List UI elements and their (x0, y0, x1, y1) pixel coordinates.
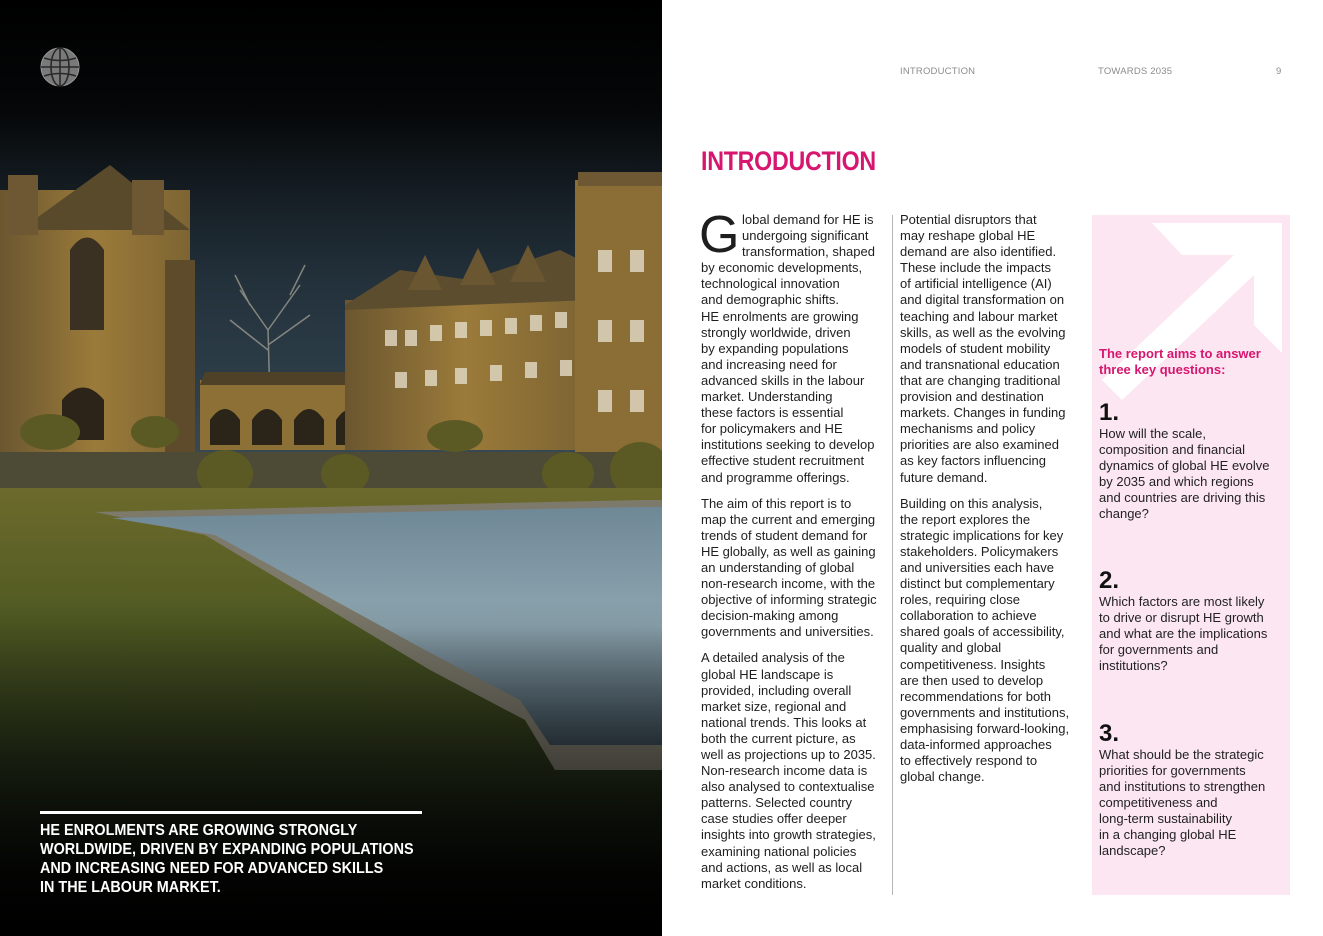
text-line: demand are also identified. (900, 244, 1057, 260)
caption-line: IN THE LABOUR MARKET. (40, 879, 221, 896)
text-line: of artificial intelligence (AI) (900, 276, 1052, 292)
text-line: and universities each have (900, 559, 1054, 575)
questions-intro-line: The report aims to answer (1099, 346, 1261, 361)
text-line: HE enrolments are growing (701, 308, 859, 324)
text-line: and actions, as well as local (701, 859, 863, 875)
question-line: to drive or disrupt HE growth (1099, 610, 1264, 625)
text-line: case studies offer deeper (701, 811, 847, 827)
question-line: dynamics of global HE evolve (1099, 458, 1270, 473)
caption-rule (40, 811, 422, 814)
questions-intro (1099, 346, 1261, 378)
text-line: market conditions. (701, 875, 807, 891)
text-line: strongly worldwide, driven (701, 324, 851, 340)
text-line: recommendations for both (900, 688, 1052, 704)
text-line: examining national policies (701, 843, 857, 859)
text-line: provided, including overall (701, 682, 852, 698)
paragraph (701, 496, 887, 641)
text-line: advanced skills in the labour (701, 372, 865, 388)
drop-cap: G (699, 206, 740, 264)
text-line: teaching and labour market (900, 308, 1058, 324)
text-line: Potential disruptors that (900, 212, 1037, 227)
text-line: and transnational education (900, 356, 1060, 372)
text-line: insights into growth strategies, (701, 827, 876, 843)
text-line: by economic developments, (701, 260, 863, 276)
text-line: and digital transformation on (900, 292, 1065, 308)
text-line: lobal demand for HE is (742, 212, 874, 227)
text-line: strategic implications for key (900, 527, 1064, 543)
text-line: Non-research income data is (701, 763, 868, 779)
question-number: 1. (1099, 399, 1120, 426)
text-line: trends of student demand for (701, 527, 868, 543)
paragraph (900, 496, 1086, 786)
text-line: future demand. (900, 469, 988, 485)
text-line: and programme offerings. (701, 469, 850, 485)
text-line: global HE landscape is (701, 666, 834, 682)
text-line: the report explores the (900, 511, 1031, 527)
text-line: to effectively respond to (900, 753, 1038, 769)
question-line: by 2035 and which regions (1099, 474, 1254, 489)
caption-line: HE ENROLMENTS ARE GROWING STRONGLY (40, 822, 358, 839)
question-number: 2. (1099, 567, 1120, 594)
photo-caption (40, 821, 414, 897)
question-line: and what are the implications (1099, 626, 1268, 641)
question-number: 3. (1099, 720, 1120, 747)
text-line: institutions seeking to develop (701, 437, 875, 453)
text-line: data-informed approaches (900, 737, 1052, 752)
text-line: emphasising forward-looking, (900, 720, 1070, 736)
text-line: The aim of this report is to (701, 495, 852, 511)
question-line: and institutions to strengthen (1099, 779, 1266, 794)
question-line: for governments and (1099, 642, 1219, 657)
question-line: What should be the strategic (1099, 747, 1264, 762)
paragraph (900, 212, 1086, 486)
text-column-2 (900, 212, 1086, 795)
text-line: both the current picture, as (701, 730, 856, 746)
text-line: for policymakers and HE (701, 421, 843, 437)
text-line: well as projections up to 2035. (701, 747, 876, 762)
text-line: shared goals of accessibility, (900, 624, 1065, 640)
page-number: 9 (1276, 66, 1282, 77)
text-column-1 (701, 212, 887, 902)
text-line: roles, requiring close (900, 592, 1020, 608)
text-line: quality and global (900, 640, 1002, 656)
question-line: composition and financial (1099, 442, 1245, 457)
text-line: are then used to develop (900, 672, 1044, 688)
question-line: in a changing global HE (1099, 827, 1237, 842)
text-line: and demographic shifts. (701, 292, 840, 308)
caption-line: AND INCREASING NEED FOR ADVANCED SKILLS (40, 860, 384, 877)
text-line: HE globally, as well as gaining (701, 543, 876, 559)
text-line: map the current and emerging (701, 511, 876, 527)
text-line: skills, as well as the evolving (900, 324, 1066, 340)
text-line: as key factors influencing (900, 453, 1046, 469)
text-line: stakeholders. Policymakers (900, 543, 1059, 559)
text-line: market. Understanding (701, 389, 833, 405)
text-line: by expanding populations (701, 340, 849, 356)
question-line: priorities for governments (1099, 763, 1246, 778)
text-line: global change. (900, 769, 985, 785)
text-line: mechanisms and policy (900, 421, 1036, 437)
text-line: collaboration to achieve (900, 608, 1037, 624)
text-line: markets. Changes in funding (900, 405, 1066, 421)
question-text (1099, 747, 1265, 859)
text-line: provision and destination (900, 389, 1044, 405)
question-line: change? (1099, 506, 1149, 521)
question-text (1099, 426, 1270, 522)
questions-intro-line: three key questions: (1099, 362, 1226, 377)
page-title: INTRODUCTION (701, 146, 876, 176)
text-line: patterns. Selected country (701, 795, 853, 811)
text-line: governments and institutions, (900, 704, 1070, 720)
text-line: undergoing significant (742, 228, 869, 244)
running-header-section: INTRODUCTION (900, 66, 976, 77)
text-line: an understanding of global (701, 559, 855, 575)
text-line: technological innovation (701, 276, 840, 292)
text-line: these factors is essential (701, 405, 844, 421)
text-line: objective of informing strategic (701, 592, 877, 608)
column-divider (892, 215, 893, 895)
question-line: institutions? (1099, 658, 1168, 673)
paragraph (701, 212, 887, 486)
text-line: effective student recruitment (701, 453, 865, 469)
text-line: A detailed analysis of the (701, 650, 845, 666)
question-line: and countries are driving this (1099, 490, 1266, 505)
text-line: priorities are also examined (900, 437, 1059, 453)
text-line: also analysed to contextualise (701, 779, 875, 795)
text-line: may reshape global HE (900, 228, 1036, 244)
text-line: models of student mobility (900, 340, 1051, 356)
text-line: distinct but complementary (900, 576, 1055, 592)
text-line: that are changing traditional (900, 372, 1061, 388)
paragraph (701, 650, 887, 891)
text-line: and increasing need for (701, 356, 837, 372)
text-line: market size, regional and (701, 698, 847, 714)
text-line: decision-making among (701, 608, 839, 624)
caption-line: WORLDWIDE, DRIVEN BY EXPANDING POPULATIONS (40, 841, 414, 858)
question-line: Which factors are most likely (1099, 594, 1265, 609)
text-line: competitiveness. Insights (900, 656, 1046, 672)
text-line: national trends. This looks at (701, 714, 867, 730)
text-line: non-research income, with the (701, 576, 876, 592)
text-line: These include the impacts (900, 260, 1052, 276)
question-line: long-term sustainability (1099, 811, 1232, 826)
text-line: Building on this analysis, (900, 495, 1043, 511)
question-text (1099, 594, 1267, 674)
question-line: competitiveness and (1099, 795, 1218, 810)
globe-icon (39, 46, 81, 88)
text-line: governments and universities. (701, 624, 874, 640)
question-line: How will the scale, (1099, 426, 1206, 441)
text-line: transformation, shaped (742, 244, 875, 260)
question-line: landscape? (1099, 843, 1166, 858)
running-header-title: TOWARDS 2035 (1098, 66, 1173, 77)
